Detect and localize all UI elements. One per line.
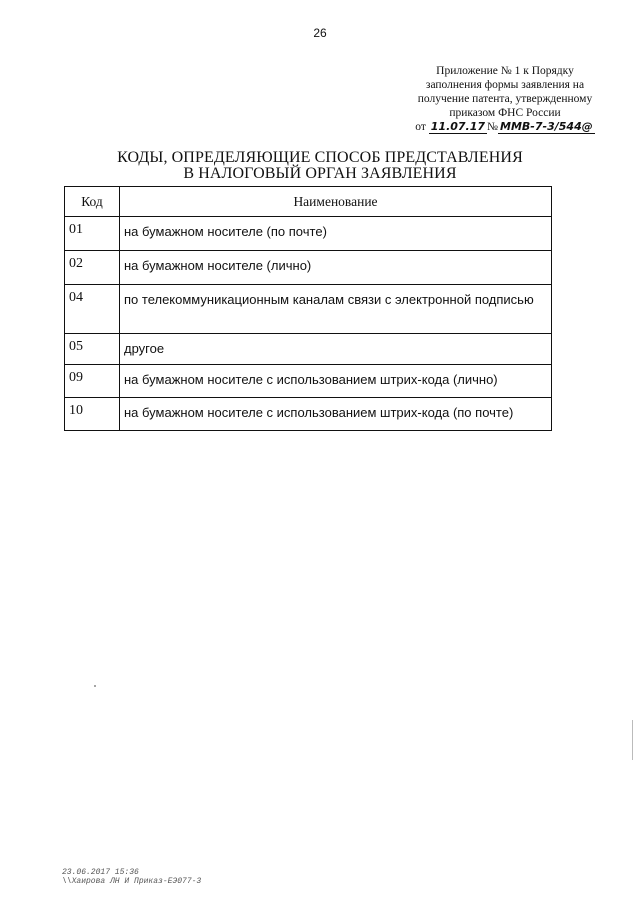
row-code: 10 [65,398,120,431]
appendix-order-ref [400,120,610,134]
page-number: 26 [313,26,327,40]
appendix-note [400,64,610,134]
table-row [65,365,552,398]
appendix-line-2: заполнения формы заявления на [425,79,585,91]
table-header-row [65,187,552,217]
appendix-number-handwritten: ММВ-7-3/544@ [500,120,593,133]
table-row [65,398,552,431]
footer-stamp [62,868,282,886]
title-line-1: КОДЫ, ОПРЕДЕЛЯЮЩИЕ СПОСОБ ПРЕДСТАВЛЕНИЯ [117,149,523,166]
appendix-line-3: получение патента, утвержденному [417,93,593,105]
row-name: на бумажном носителе (лично) [120,251,552,285]
appendix-line-4: приказом ФНС России [449,107,561,119]
appendix-date-handwritten: 11.07.17 [430,120,486,133]
row-code: 09 [65,365,120,398]
scan-speck [94,685,96,687]
header-name: Наименование [120,187,552,217]
appendix-prefix-from: от [415,121,426,133]
footer-stamp-line-1: 23.06.2017 15:36 [62,868,139,877]
row-name: на бумажном носителе с использованием штрих-кода (лично) [120,365,552,398]
table-row [65,285,552,334]
row-code: 05 [65,334,120,365]
codes-table [64,186,552,431]
footer-stamp-line-2: \\Хаирова ЛН И Приказ-ЕЭ077-3 [62,877,202,886]
appendix-line-1: Приложение № 1 к Порядку [436,65,574,77]
row-name: другое [120,334,552,365]
row-name: по телекоммуникационным каналам связи с электронной подписью [120,285,552,334]
appendix-number-sign: № [487,121,499,133]
table-row [65,217,552,251]
document-title [0,150,640,182]
row-name: на бумажном носителе (по почте) [120,217,552,251]
row-name: на бумажном носителе с использованием штрих-кода (по почте) [120,398,552,431]
row-code: 04 [65,285,120,334]
header-code: Код [65,187,120,217]
row-code: 02 [65,251,120,285]
table-row [65,251,552,285]
scan-edge-mark [632,720,633,760]
title-line-2: В НАЛОГОВЫЙ ОРГАН ЗАЯВЛЕНИЯ [183,165,457,182]
table-row [65,334,552,365]
row-code: 01 [65,217,120,251]
